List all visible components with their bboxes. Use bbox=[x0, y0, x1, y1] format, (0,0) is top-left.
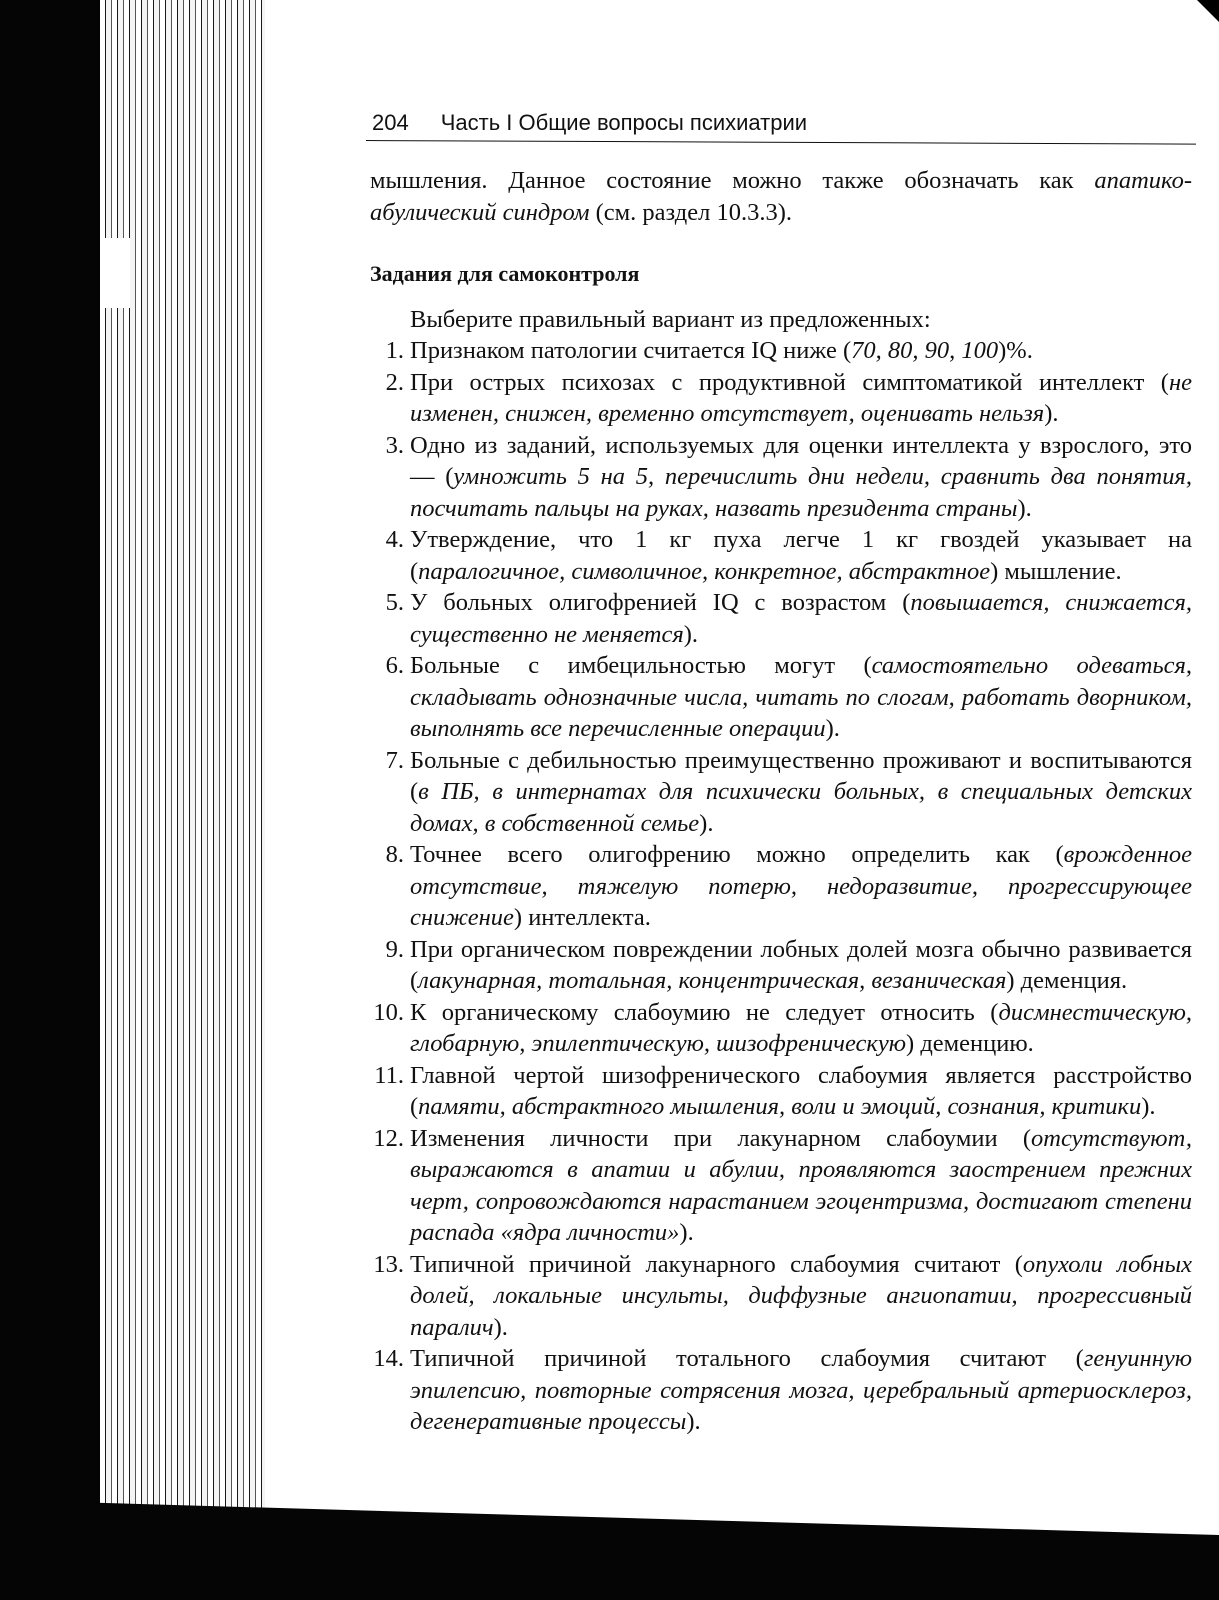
task-tail: ) деменцию. bbox=[906, 1030, 1034, 1057]
page-body bbox=[370, 165, 1192, 1438]
task-options: в ПБ, в интернатах для психически больных, в специальных детских домах, в собственной семье bbox=[410, 778, 1192, 837]
task-item bbox=[370, 934, 1192, 997]
task-options: повышается, снижается, существенно не меняется bbox=[410, 589, 1192, 648]
page-number: 204 bbox=[372, 110, 409, 135]
task-number: 12. bbox=[373, 1124, 404, 1152]
task-number: 9. bbox=[385, 935, 404, 963]
task-item bbox=[370, 1343, 1192, 1438]
task-question: Типичной причиной лакунарного слабоумия считают ( bbox=[410, 1250, 1023, 1278]
task-options: генуинную эпилепсию, повторные сотрясения мозга, церебральный артериосклероз, дегенеративные процессы bbox=[410, 1345, 1192, 1435]
task-question: К органическому слабоумию не следует относить ( bbox=[410, 998, 999, 1026]
continuation-tail: (см. раздел 10.3.3). bbox=[589, 198, 792, 226]
task-question: Точнее всего олигофрению можно определить как ( bbox=[410, 841, 1064, 868]
task-number: 6. bbox=[385, 652, 404, 679]
task-options: дисмнестическую, глобарную, эпилептическую, шизофреническую bbox=[410, 998, 1192, 1057]
task-tail: ) деменция. bbox=[1006, 967, 1128, 994]
task-question: Главной чертой шизофренического слабоумия является расстройство ( bbox=[410, 1061, 1192, 1120]
task-question: Изменения личности при лакунарном слабоумии ( bbox=[410, 1124, 1031, 1152]
task-item bbox=[370, 430, 1192, 525]
task-tail: ). bbox=[679, 1219, 694, 1246]
task-item bbox=[370, 997, 1192, 1060]
task-options: паралогичное, символичное, конкретное, абстрактное bbox=[418, 557, 991, 585]
continuation-term: апатико-абулический синдром bbox=[370, 167, 1192, 226]
task-question: Утверждение, что 1 кг пуха легче 1 кг гвоздей указывает на ( bbox=[410, 526, 1192, 585]
task-item bbox=[370, 587, 1192, 650]
task-number: 10. bbox=[373, 998, 404, 1026]
task-number: 14. bbox=[373, 1345, 404, 1372]
task-tail: ). bbox=[686, 1408, 701, 1435]
task-question: При острых психозах с продуктивной симптоматикой интеллект ( bbox=[410, 368, 1169, 396]
task-tail: ). bbox=[493, 1313, 508, 1341]
task-item bbox=[370, 1123, 1192, 1249]
running-title: Часть I Общие вопросы психиатрии bbox=[440, 110, 808, 135]
task-tail: ) мышление. bbox=[990, 557, 1122, 585]
task-question: Типичной причиной тотального слабоумия считают ( bbox=[410, 1345, 1084, 1372]
task-tail: )%. bbox=[998, 337, 1033, 364]
task-options: умножить 5 на 5, перечислить дни недели, сравнить два понятия, посчитать пальцы на руках, назвать президента страны bbox=[410, 463, 1192, 522]
task-tail: ). bbox=[1017, 494, 1032, 522]
task-number: 5. bbox=[385, 589, 404, 616]
task-list bbox=[370, 335, 1192, 1438]
task-tail: ). bbox=[1044, 400, 1059, 427]
task-tail: ). bbox=[1141, 1093, 1156, 1120]
task-item bbox=[370, 650, 1192, 745]
task-item bbox=[370, 1249, 1192, 1344]
task-options: 70, 80, 90, 100 bbox=[851, 337, 999, 364]
task-question: Больные с имбецильностью могут ( bbox=[410, 652, 872, 679]
task-item bbox=[370, 1060, 1192, 1123]
task-item bbox=[370, 839, 1192, 934]
task-question: Больные с дебильностью преимущественно проживают и воспитываются ( bbox=[410, 746, 1192, 805]
task-tail: ). bbox=[825, 715, 840, 742]
task-number: 7. bbox=[385, 746, 404, 774]
task-number: 8. bbox=[385, 841, 404, 868]
task-question: При органическом повреждении лобных долей мозга обычно развивается ( bbox=[410, 935, 1192, 994]
task-options: не изменен, снижен, временно отсутствует, оценивать нельзя bbox=[410, 368, 1192, 427]
continuation-paragraph bbox=[370, 165, 1192, 228]
task-number: 13. bbox=[373, 1250, 404, 1278]
task-number: 4. bbox=[385, 526, 404, 553]
task-options: опухоли лобных долей, локальные инсульты, диффузные ангиопатии, прогрессивный паралич bbox=[410, 1250, 1192, 1341]
section-intro: Выберите правильный вариант из предложенных: bbox=[410, 305, 931, 333]
task-number: 3. bbox=[385, 431, 404, 459]
scan-bottom-shadow bbox=[0, 1500, 1219, 1600]
task-item bbox=[370, 524, 1192, 587]
header-rule bbox=[366, 140, 1196, 145]
task-options: лакунарная, тотальная, концентрическая, везаническая bbox=[418, 967, 1007, 994]
scan-corner-mark bbox=[1197, 0, 1219, 22]
page-header bbox=[372, 110, 807, 136]
task-options: отсутствуют, выражаются в апатии и абулии, проявляются заострением прежних черт, сопровождаются нарастанием эгоцентризма, достигают степени распада «ядра личности» bbox=[410, 1124, 1192, 1246]
task-item bbox=[370, 367, 1192, 430]
task-options: врожденное отсутствие, тяжелую потерю, недоразвитие, прогрессирующее снижение bbox=[410, 841, 1192, 931]
task-item bbox=[370, 745, 1192, 840]
task-options: самостоятельно одеваться, складывать однозначные числа, читать по слогам, работать дворником, выполнять все перечисленные операции bbox=[410, 652, 1192, 742]
task-number: 1. bbox=[385, 337, 404, 364]
section-heading: Задания для самоконтроля bbox=[370, 261, 640, 286]
page-edge-highlight bbox=[100, 238, 130, 308]
task-options: памяти, абстрактного мышления, воли и эмоций, сознания, критики bbox=[418, 1093, 1142, 1120]
task-tail: ). bbox=[699, 809, 714, 837]
task-number: 2. bbox=[385, 368, 404, 396]
continuation-text: мышления. Данное состояние можно также обозначать как bbox=[370, 167, 1095, 194]
task-question: Признаком патологии считается IQ ниже ( bbox=[410, 337, 852, 364]
task-question: У больных олигофренией IQ с возрастом ( bbox=[410, 589, 911, 616]
task-tail: ) интеллекта. bbox=[513, 904, 651, 931]
task-question: Одно из заданий, используемых для оценки интеллекта у взрослого, это — ( bbox=[410, 431, 1192, 490]
task-item bbox=[370, 335, 1192, 367]
task-number: 11. bbox=[374, 1061, 404, 1089]
task-tail: ). bbox=[683, 620, 699, 648]
